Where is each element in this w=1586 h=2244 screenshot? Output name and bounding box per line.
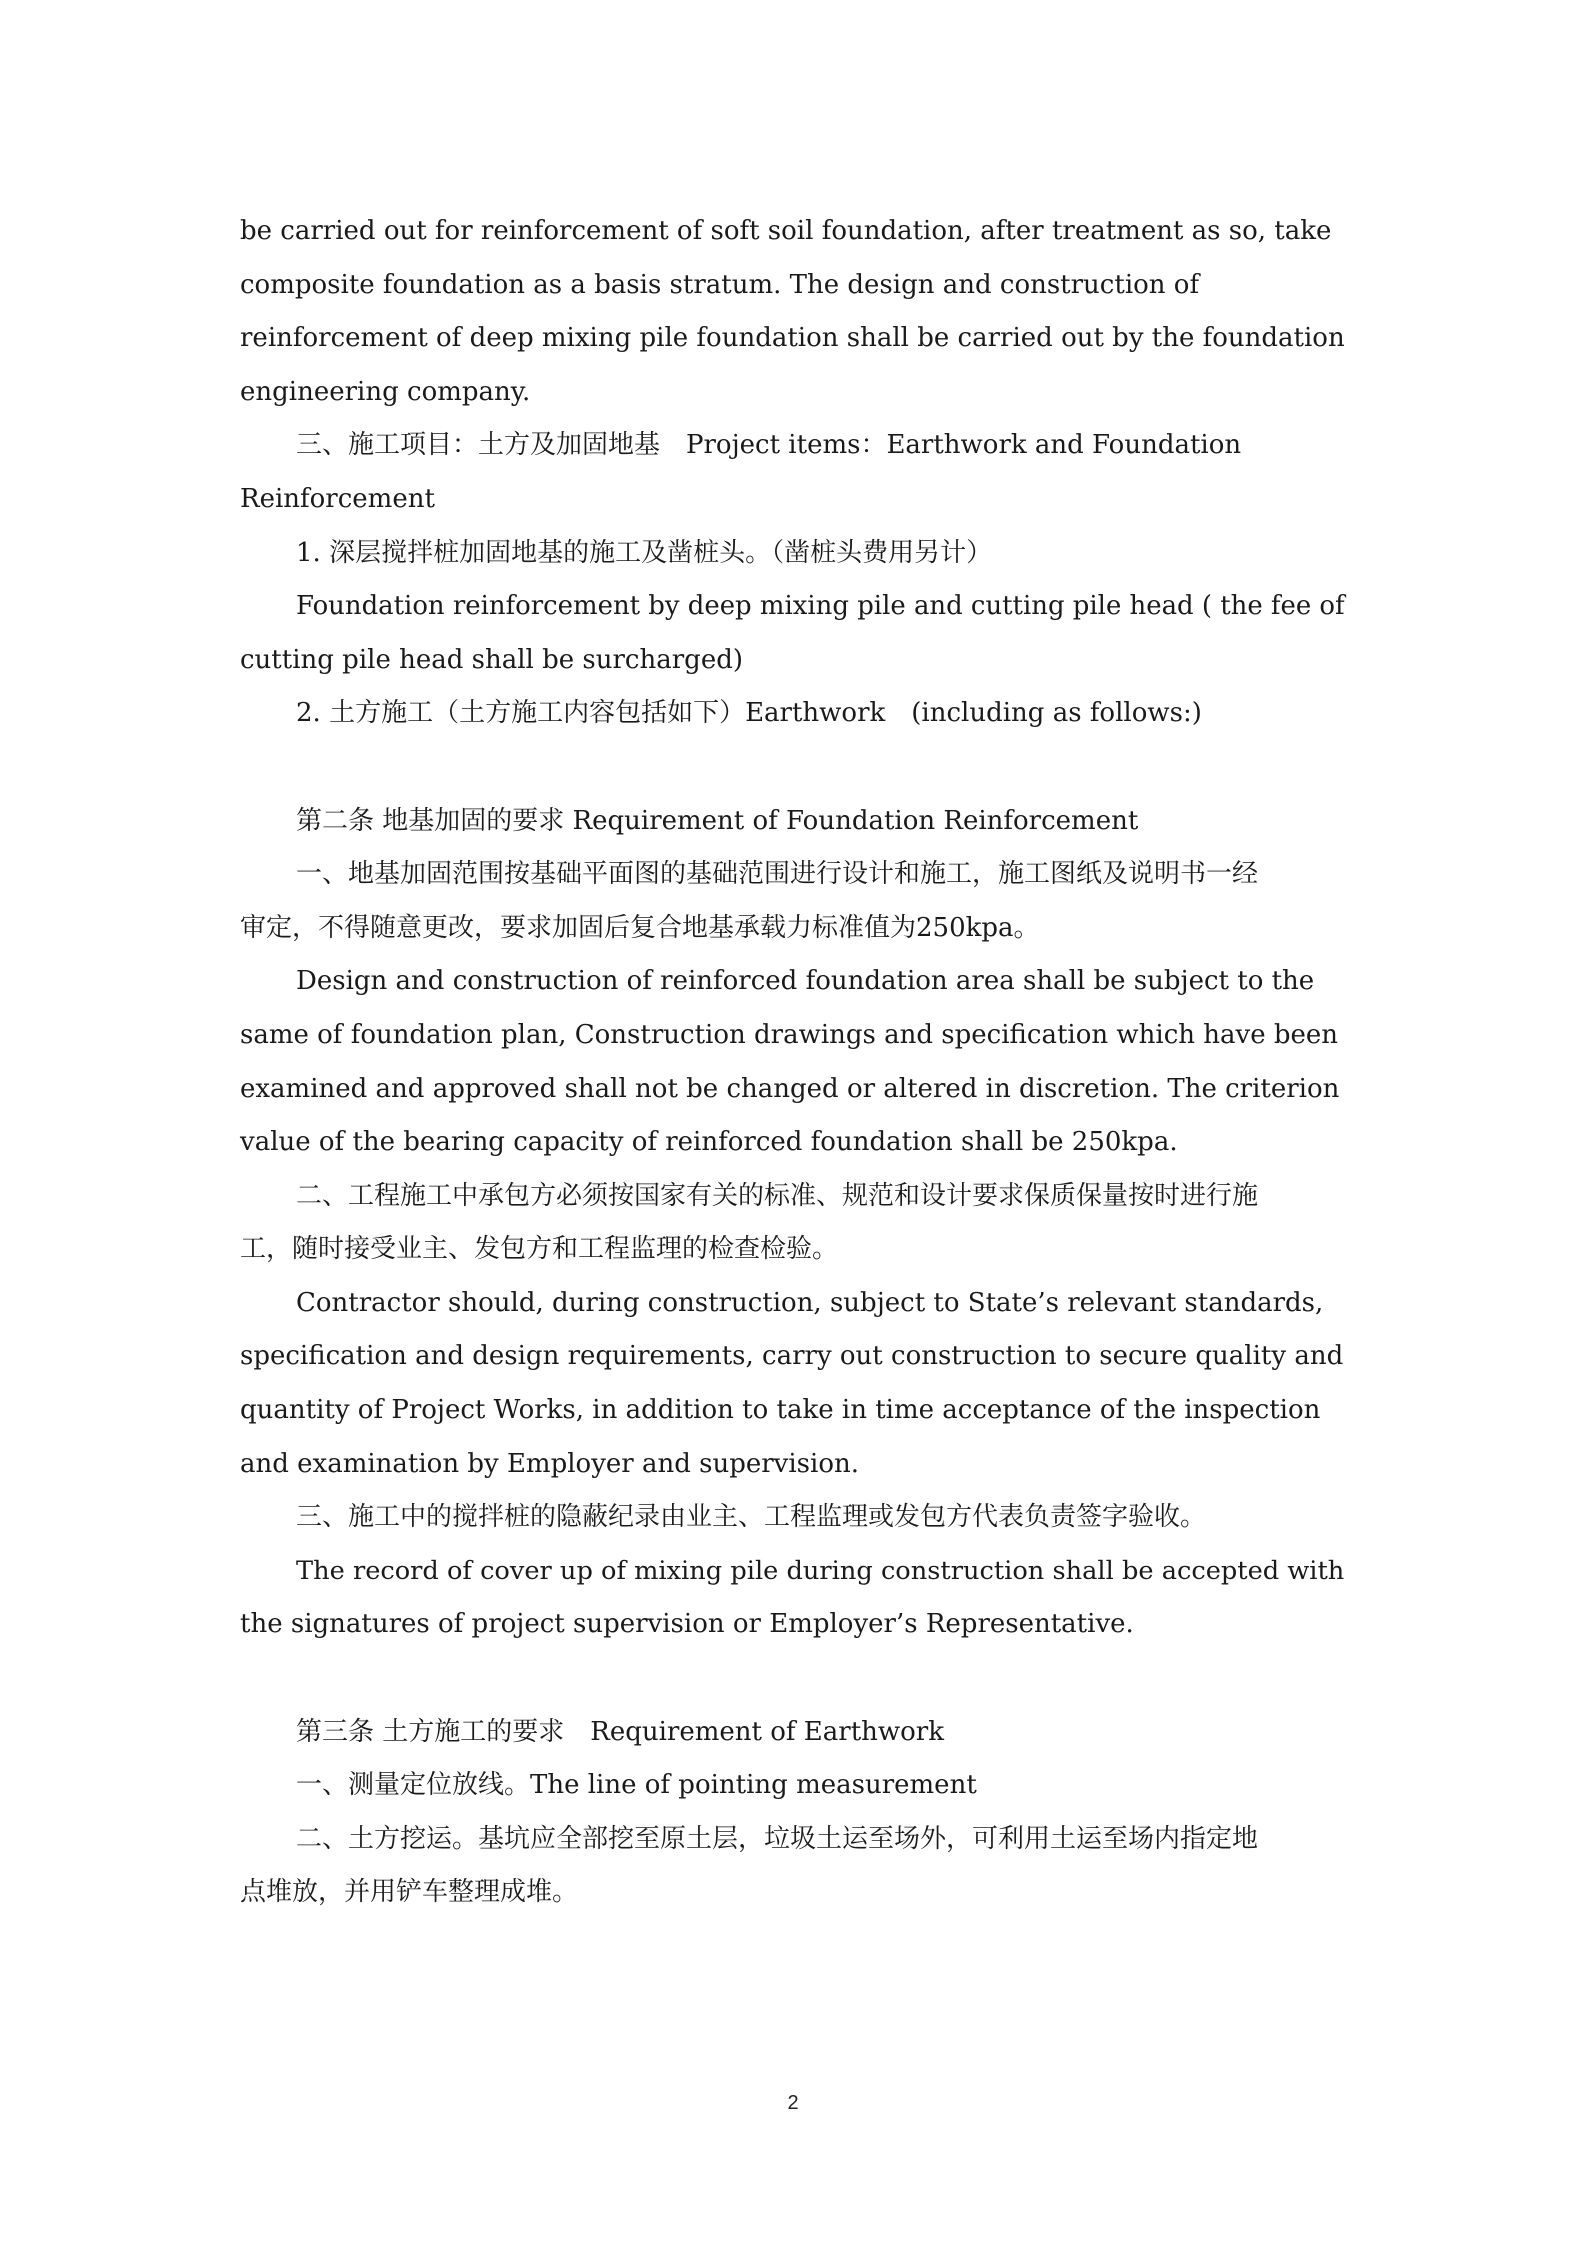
section-heading: 三、施工项目：土方及加固地基 Project items：Earthwork and Foundation [296,430,1242,461]
text-line: Design and construction of reinforced foundation area shall be subject to the [296,966,1315,997]
text-line: be carried out for reinforcement of soft soil foundation, after treatment as so, take [240,216,1332,246]
text-line: specification and design requirements, carry out construction to secure quality and [240,1341,1344,1372]
text-line: examined and approved shall not be changed or altered in discretion. The criterion [240,1073,1340,1104]
list-item: 2. 土方施工（土方施工内容包括如下）Earthwork (including as follows:) [296,698,1202,729]
text-line: reinforcement of deep mixing pile foundation shall be carried out by the foundation [240,323,1345,354]
text-line: cutting pile head shall be surcharged) [240,644,743,675]
list-item: 二、土方挖运。基坑应全部挖至原土层，垃圾土运至场外，可利用土运至场内指定地 [296,1823,1259,1854]
page-number: 2 [787,2092,799,2114]
text-line: quantity of Project Works, in addition to take in time acceptance of the inspection [240,1395,1321,1426]
blank-line [240,1652,1345,1706]
text-line: same of foundation plan, Construction drawings and specification which have been [240,1019,1339,1050]
text-line: and examination by Employer and supervision. [240,1448,859,1479]
text-line: 三、施工中的搅拌桩的隐蔽纪录由业主、工程监理或发包方代表负责签字验收。 [296,1502,1207,1533]
text-line: value of the bearing capacity of reinforced foundation shall be 250kpa. [240,1127,1178,1158]
document-body [240,205,1345,1920]
text-line: 一、地基加固范围按基础平面图的基础范围进行设计和施工，施工图纸及说明书一经 [296,859,1259,890]
text-line: composite foundation as a basis stratum. The design and construction of [240,269,1200,300]
text-line: the signatures of project supervision or Employer’s Representative. [240,1609,1134,1640]
text-line: Contractor should, during construction, subject to State’s relevant standards, [296,1287,1324,1318]
article-heading: 第二条 地基加固的要求 Requirement of Foundation Reinforcement [296,805,1139,836]
text-line: The record of cover up of mixing pile during construction shall be accepted with [296,1555,1345,1586]
blank-line [240,741,1345,795]
article-heading: 第三条 土方施工的要求 Requirement of Earthwork [296,1716,944,1747]
text-line: 点堆放，并用铲车整理成堆。 [240,1877,579,1908]
text-line: Foundation reinforcement by deep mixing pile and cutting pile head ( the fee of [296,591,1345,622]
text-line: Reinforcement [240,483,435,514]
text-line: 审定，不得随意更改，要求加固后复合地基承载力标准值为250kpa。 [240,912,1040,943]
text-line: 二、工程施工中承包方必须按国家有关的标准、规范和设计要求保质保量按时进行施 [296,1180,1259,1211]
list-item: 1. 深层搅拌桩加固地基的施工及凿桩头。（凿桩头费用另计） [296,537,993,568]
text-line: engineering company. [240,376,531,407]
text-line: 工，随时接受业主、发包方和工程监理的检查检验。 [240,1234,839,1265]
list-item: 一、测量定位放线。The line of pointing measurement [296,1770,977,1801]
